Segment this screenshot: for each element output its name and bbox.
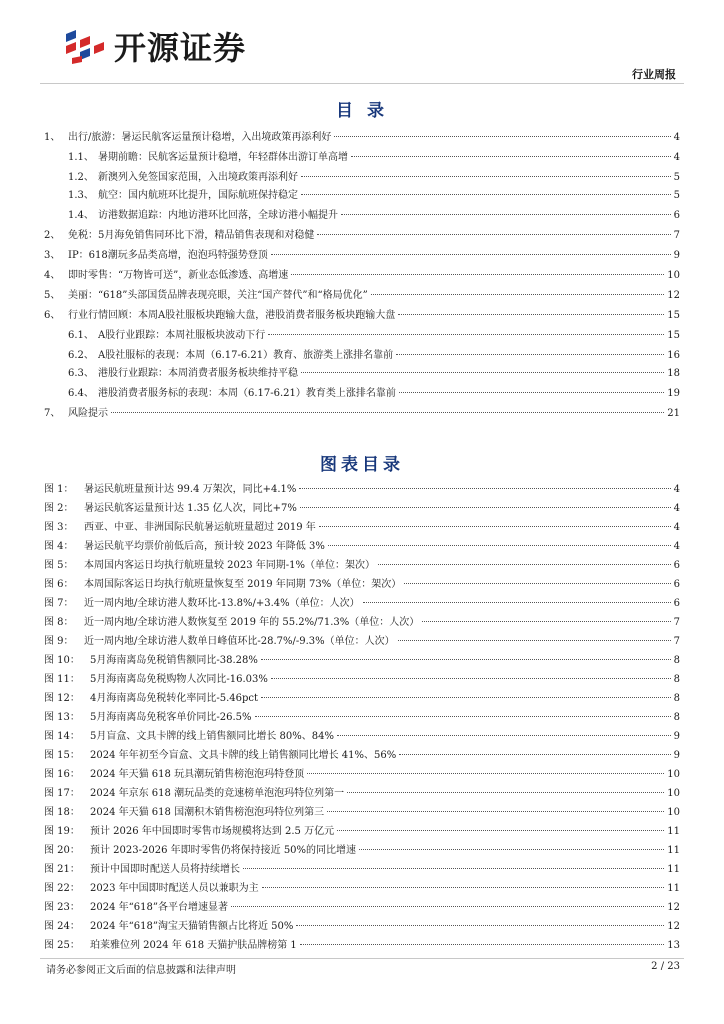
footer-divider xyxy=(40,958,684,959)
figure-entry-number: 图 7： xyxy=(44,598,74,609)
toc-entry[interactable] xyxy=(44,226,680,242)
toc-entry-number: 1.3、 xyxy=(68,190,94,201)
toc-entry-number: 1.2、 xyxy=(68,172,94,183)
figure-entry[interactable] xyxy=(44,556,680,572)
figure-entry-number: 图 11： xyxy=(44,674,80,685)
figure-entry-page: 11 xyxy=(667,864,680,875)
toc-entry-page: 19 xyxy=(667,388,680,399)
figure-entry-page: 8 xyxy=(673,655,680,666)
figure-entry-text: 2024 年天猫 618 玩具潮玩销售榜泡泡玛特登顶 xyxy=(90,769,305,780)
leader-dots xyxy=(347,792,664,793)
leader-dots xyxy=(319,526,671,527)
toc-entry-number: 3、 xyxy=(44,250,61,261)
toc-entry[interactable] xyxy=(68,148,680,164)
toc-entry[interactable] xyxy=(44,404,680,420)
toc-entry-text: 免税：5月海免销售同环比下滑，精品销售表现和对稳健 xyxy=(68,230,315,241)
figure-entry-text: 西亚、中亚、非洲国际民航暑运航班量超过 2019 年 xyxy=(84,522,316,533)
figure-entry-number: 图 21： xyxy=(44,864,80,875)
figure-entry-text: 本周国际客运日均执行航班量恢复至 2019 年同期 73%（单位：架次） xyxy=(84,579,402,590)
figure-entry-number: 图 17： xyxy=(44,788,80,799)
figure-entry-text: 2024 年京东 618 潮玩品类的竞速榜单泡泡玛特位列第一 xyxy=(90,788,345,799)
figure-entry[interactable] xyxy=(44,670,680,686)
figure-entry-number: 图 5： xyxy=(44,560,74,571)
toc-entry-page: 10 xyxy=(667,270,680,281)
toc-entry-text: A股行业跟踪：本周社服板块波动下行 xyxy=(98,330,266,341)
figure-entry[interactable] xyxy=(44,594,680,610)
toc-entry-number: 5、 xyxy=(44,290,61,301)
leader-dots xyxy=(422,621,670,622)
figure-entry-text: 5月海南离岛免税购物人次同比-16.03% xyxy=(90,674,268,685)
toc-entry-text: 即时零售：“万物皆可送”，新业态低渗透、高增速 xyxy=(68,270,289,281)
leader-dots xyxy=(271,254,671,255)
figure-entry-page: 4 xyxy=(673,541,680,552)
toc-entry-number: 1.1、 xyxy=(68,152,94,163)
toc-entry-number: 6、 xyxy=(44,310,61,321)
leader-dots xyxy=(337,735,671,736)
toc-entry-text: 美丽：“618”头部国货品牌表现亮眼，关注“国产替代”和“格局优化” xyxy=(68,290,368,301)
leader-dots xyxy=(396,354,664,355)
figure-entry[interactable] xyxy=(44,632,680,648)
figure-entry[interactable] xyxy=(44,803,680,819)
figure-entry[interactable] xyxy=(44,518,680,534)
toc-entry-text: 新澳列入免签国家范围，入出境政策再添利好 xyxy=(98,172,298,183)
leader-dots xyxy=(111,412,664,413)
figure-entry-page: 11 xyxy=(667,845,680,856)
figure-entry-text: 5月盲盒、文具卡牌的线上销售额同比增长 80%、84% xyxy=(90,731,334,742)
leader-dots xyxy=(300,507,671,508)
toc-entry[interactable] xyxy=(68,206,680,222)
toc-entry-text: A股社服标的表现：本周（6.17-6.21）教育、旅游类上涨排名靠前 xyxy=(98,350,394,361)
figure-entry-number: 图 25： xyxy=(44,940,80,951)
leader-dots xyxy=(337,830,664,831)
leader-dots xyxy=(301,194,671,195)
toc-entry-page: 5 xyxy=(673,190,680,201)
figure-entry-page: 6 xyxy=(673,598,680,609)
header-divider xyxy=(40,83,684,84)
figure-entry-page: 4 xyxy=(673,503,680,514)
toc-entry[interactable] xyxy=(68,168,680,184)
toc-entry-text: 港股消费者服务标的表现：本周（6.17-6.21）教育类上涨排名靠前 xyxy=(98,388,396,399)
toc-entry-number: 6.3、 xyxy=(68,368,94,379)
figure-entry-text: 近一周内地/全球访港人数环比-13.8%/+3.4%（单位：人次） xyxy=(84,598,360,609)
toc-entry-number: 6.1、 xyxy=(68,330,94,341)
figure-entry-text: 2023 年中国即时配送人员以兼职为主 xyxy=(90,883,259,894)
figure-entry-text: 预计 2023-2026 年即时零售仍将保持接近 50%的同比增速 xyxy=(90,845,357,856)
toc-entry-page: 16 xyxy=(667,350,680,361)
figure-entry-text: 珀莱雅位列 2024 年 618 天猫护肤品牌榜第 1 xyxy=(90,940,297,951)
toc-title: 目 录 xyxy=(336,101,388,121)
brand-logo xyxy=(62,26,246,66)
brand-mark-icon xyxy=(62,26,108,66)
figure-entry-page: 13 xyxy=(667,940,680,951)
figure-entry-page: 9 xyxy=(673,731,680,742)
figure-entry-text: 5月海南离岛免税销售额同比-38.28% xyxy=(90,655,258,666)
footer-disclaimer: 请务必参阅正文后面的信息披露和法律声明 xyxy=(46,965,236,976)
leader-dots xyxy=(299,488,670,489)
figure-entry[interactable] xyxy=(44,499,680,515)
report-type-label: 行业周报 xyxy=(632,68,676,81)
toc-entry-page: 4 xyxy=(673,132,680,143)
leader-dots xyxy=(261,659,671,660)
toc-entry-text: 航空：国内航班环比提升，国际航班保持稳定 xyxy=(98,190,298,201)
figure-entry-number: 图 19： xyxy=(44,826,80,837)
toc-entry-page: 5 xyxy=(673,172,680,183)
figure-entry[interactable] xyxy=(44,480,680,496)
figure-entry-text: 本周国内客运日均执行航班量较 2023 年同期-1%（单位：架次） xyxy=(84,560,376,571)
toc-entry-number: 1.4、 xyxy=(68,210,94,221)
figure-entry-number: 图 16： xyxy=(44,769,80,780)
figure-entry-number: 图 8： xyxy=(44,617,74,628)
figure-entry-page: 8 xyxy=(673,693,680,704)
toc-entry-number: 2、 xyxy=(44,230,61,241)
figure-entry-number: 图 24： xyxy=(44,921,80,932)
figure-entry-number: 图 20： xyxy=(44,845,80,856)
leader-dots xyxy=(359,849,664,850)
toc-entry-text: 风险提示 xyxy=(68,408,108,419)
figure-entry-text: 暑运民航客运量预计达 1.35 亿人次，同比+7% xyxy=(84,503,297,514)
figure-entry-page: 11 xyxy=(667,883,680,894)
figure-entry[interactable] xyxy=(44,822,680,838)
toc-entry[interactable] xyxy=(44,306,680,322)
leader-dots xyxy=(398,314,664,315)
figure-entry-number: 图 12： xyxy=(44,693,80,704)
toc-entry-page: 15 xyxy=(667,310,680,321)
toc-entry-page: 18 xyxy=(667,368,680,379)
toc-entry-number: 1、 xyxy=(44,132,61,143)
leader-dots xyxy=(255,716,671,717)
figure-entry-page: 4 xyxy=(673,484,680,495)
figure-entry[interactable] xyxy=(44,860,680,876)
figure-entry-page: 4 xyxy=(673,522,680,533)
figure-entry-page: 7 xyxy=(673,617,680,628)
figure-entry[interactable] xyxy=(44,651,680,667)
leader-dots xyxy=(231,906,664,907)
leader-dots xyxy=(291,274,664,275)
figure-entry-text: 预计中国即时配送人员将持续增长 xyxy=(90,864,240,875)
toc-entry-text: IP：618潮玩多品类高增，泡泡玛特强势登顶 xyxy=(68,250,268,261)
toc-entry-text: 出行/旅游：暑运民航客运量预计稳增，入出境政策再添利好 xyxy=(68,132,332,143)
figure-entry[interactable] xyxy=(44,898,680,914)
leader-dots xyxy=(398,640,671,641)
leader-dots xyxy=(296,925,664,926)
figure-entry[interactable] xyxy=(44,936,680,952)
toc-entry-text: 港股行业跟踪：本周消费者服务板块维持平稳 xyxy=(98,368,298,379)
figure-entry-text: 5月海南离岛免税客单价同比-26.5% xyxy=(90,712,252,723)
toc-entry-page: 6 xyxy=(673,210,680,221)
brand-name: 开源证券 xyxy=(114,29,247,67)
figure-entry[interactable] xyxy=(44,841,680,857)
leader-dots xyxy=(328,545,671,546)
figure-entry[interactable] xyxy=(44,746,680,762)
figure-entry-number: 图 10： xyxy=(44,655,80,666)
figure-entry-number: 图 6： xyxy=(44,579,74,590)
leader-dots xyxy=(243,868,664,869)
toc-entry-page: 9 xyxy=(673,250,680,261)
toc-entry[interactable] xyxy=(68,326,680,342)
leader-dots xyxy=(268,334,664,335)
figure-entry[interactable] xyxy=(44,613,680,629)
figure-entry[interactable] xyxy=(44,708,680,724)
figure-entry-number: 图 23： xyxy=(44,902,80,913)
figure-entry-page: 12 xyxy=(667,921,680,932)
figure-entry[interactable] xyxy=(44,727,680,743)
toc-entry[interactable] xyxy=(68,364,680,380)
figure-entry-page: 8 xyxy=(673,674,680,685)
figure-entry-text: 暑运民航平均票价前低后高，预计较 2023 年降低 3% xyxy=(84,541,325,552)
figure-entry-number: 图 13： xyxy=(44,712,80,723)
leader-dots xyxy=(399,754,670,755)
toc-entry[interactable] xyxy=(68,346,680,362)
figure-entry[interactable] xyxy=(44,575,680,591)
leader-dots xyxy=(262,887,665,888)
leader-dots xyxy=(363,602,671,603)
figure-entry-page: 12 xyxy=(667,902,680,913)
leader-dots xyxy=(261,697,671,698)
figure-entry-text: 2024 年天猫 618 国潮积木销售榜泡泡玛特位列第三 xyxy=(90,807,325,818)
figure-entry-text: 预计 2026 年中国即时零售市场规模将达到 2.5 万亿元 xyxy=(90,826,335,837)
figure-entry[interactable] xyxy=(44,765,680,781)
toc-entry-number: 6.2、 xyxy=(68,350,94,361)
figure-entry-text: 近一周内地/全球访港人数恢复至 2019 年的 55.2%/71.3%（单位：人次） xyxy=(84,617,420,628)
leader-dots xyxy=(271,678,671,679)
leader-dots xyxy=(378,564,671,565)
figure-entry-number: 图 18： xyxy=(44,807,80,818)
toc-entry-number: 7、 xyxy=(44,408,61,419)
figure-entry-page: 10 xyxy=(667,788,680,799)
toc-entry-number: 6.4、 xyxy=(68,388,94,399)
leader-dots xyxy=(341,214,671,215)
figure-entry-page: 11 xyxy=(667,826,680,837)
leader-dots xyxy=(371,294,665,295)
figure-entry-number: 图 3： xyxy=(44,522,74,533)
leader-dots xyxy=(334,136,670,137)
figure-entry-page: 9 xyxy=(673,750,680,761)
toc-entry[interactable] xyxy=(44,266,680,282)
toc-entry-text: 暑期前瞻：民航客运量预计稳增，年轻群体出游订单高增 xyxy=(98,152,348,163)
figure-entry-number: 图 9： xyxy=(44,636,74,647)
leader-dots xyxy=(351,156,671,157)
leader-dots xyxy=(307,773,664,774)
toc-entry-number: 4、 xyxy=(44,270,61,281)
figure-entry-text: 2024 年年初至今盲盒、文具卡牌的线上销售额同比增长 41%、56% xyxy=(90,750,397,761)
leader-dots xyxy=(327,811,664,812)
figure-entry-text: 近一周内地/全球访港人数单日峰值环比-28.7%/-9.3%（单位：人次） xyxy=(84,636,395,647)
figure-entry-page: 10 xyxy=(667,769,680,780)
leader-dots xyxy=(300,944,664,945)
toc-entry-page: 12 xyxy=(667,290,680,301)
figure-entry-text: 暑运民航班量预计达 99.4 万架次，同比+4.1% xyxy=(84,484,297,495)
figure-entry-text: 2024 年“618”淘宝天猫销售额占比将近 50% xyxy=(90,921,294,932)
toc-entry[interactable] xyxy=(44,286,680,302)
toc-entry[interactable] xyxy=(68,186,680,202)
toc-entry-page: 21 xyxy=(667,408,680,419)
page-number: 2 / 23 xyxy=(651,961,680,972)
figure-entry[interactable] xyxy=(44,784,680,800)
toc-entry-text: 访港数据追踪：内地访港环比回落，全球访港小幅提升 xyxy=(98,210,338,221)
figure-entry-page: 10 xyxy=(667,807,680,818)
toc-entry[interactable] xyxy=(44,128,680,144)
toc-entry-page: 4 xyxy=(673,152,680,163)
leader-dots xyxy=(301,372,664,373)
figure-entry-page: 6 xyxy=(673,560,680,571)
figure-entry[interactable] xyxy=(44,879,680,895)
leader-dots xyxy=(317,234,670,235)
toc-entry-page: 15 xyxy=(667,330,680,341)
figure-entry[interactable] xyxy=(44,917,680,933)
figure-entry-number: 图 14： xyxy=(44,731,80,742)
figure-entry-text: 4月海南离岛免税转化率同比-5.46pct xyxy=(90,693,259,704)
figure-entry[interactable] xyxy=(44,537,680,553)
figure-entry-number: 图 2： xyxy=(44,503,74,514)
figure-entry-number: 图 15： xyxy=(44,750,80,761)
figure-entry[interactable] xyxy=(44,689,680,705)
figure-entry-number: 图 22： xyxy=(44,883,80,894)
figure-entry-number: 图 4： xyxy=(44,541,74,552)
leader-dots xyxy=(399,392,664,393)
figure-entry-text: 2024 年“618”各平台增速显著 xyxy=(90,902,228,913)
toc-entry[interactable] xyxy=(68,384,680,400)
figure-entry-page: 6 xyxy=(673,579,680,590)
toc-entry[interactable] xyxy=(44,246,680,262)
figure-entry-page: 7 xyxy=(673,636,680,647)
leader-dots xyxy=(404,583,670,584)
toc-entry-text: 行业行情回顾：本周A股社服板块跑输大盘，港股消费者服务板块跑输大盘 xyxy=(68,310,396,321)
figures-title: 图表目录 xyxy=(320,455,404,475)
figure-entry-number: 图 1： xyxy=(44,484,74,495)
leader-dots xyxy=(301,176,671,177)
toc-entry-page: 7 xyxy=(673,230,680,241)
figure-entry-page: 8 xyxy=(673,712,680,723)
